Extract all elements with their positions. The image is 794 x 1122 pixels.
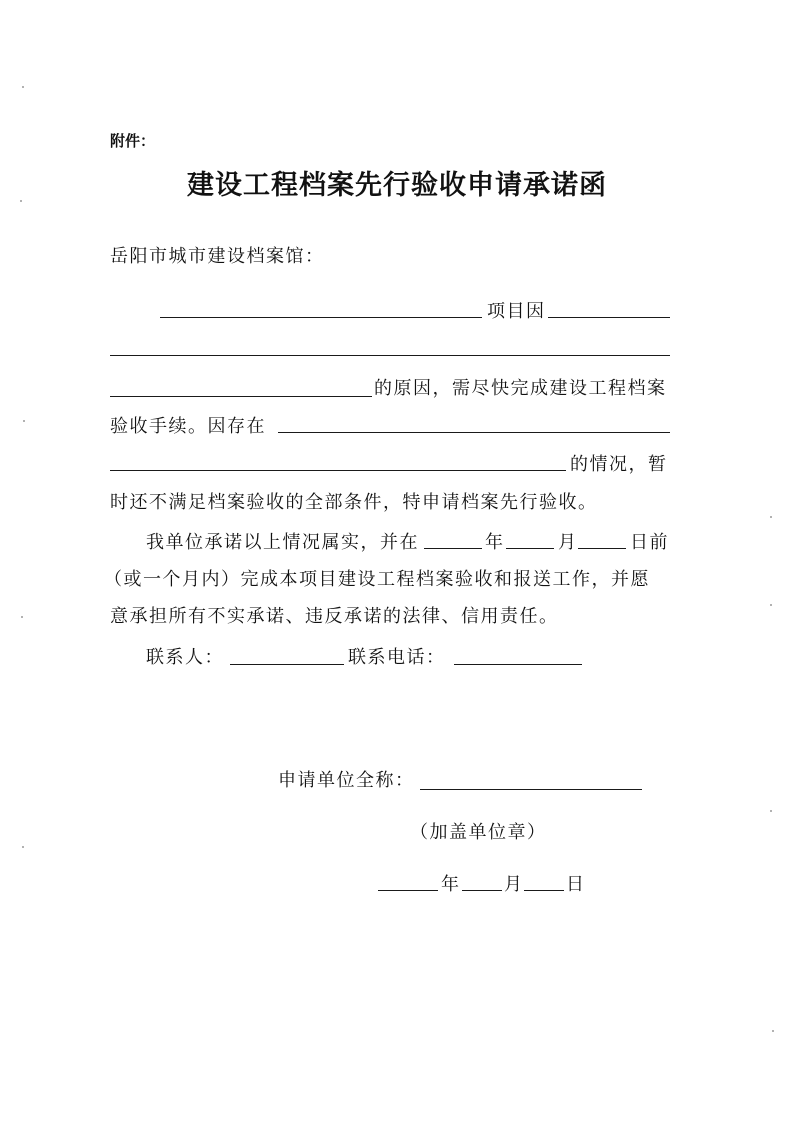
promise-year-blank[interactable]	[424, 548, 482, 549]
sign-day-blank[interactable]	[524, 890, 564, 891]
contact-label: 联系人：	[146, 647, 224, 668]
applicant-label: 申请单位全称：	[278, 770, 415, 791]
promise-day-label: 日前	[630, 532, 669, 553]
scan-speck	[770, 516, 772, 518]
scan-speck	[21, 616, 23, 618]
situation-blank-1[interactable]	[278, 432, 670, 433]
situation-text: 的情况，暂	[570, 454, 668, 475]
promise-day-blank[interactable]	[578, 548, 626, 549]
attachment-label: 附件：	[110, 132, 156, 150]
scan-speck	[22, 846, 24, 848]
promise-line-2: （或一个月内）完成本项目建设工程档案验收和报送工作，并愿	[104, 569, 650, 590]
sign-year-label: 年	[441, 874, 461, 895]
promise-year-label: 年	[485, 532, 505, 553]
promise-line-3: 意承担所有不实承诺、违反承诺的法律、信用责任。	[110, 606, 559, 627]
contact-blank[interactable]	[230, 664, 344, 665]
applicant-name-blank[interactable]	[420, 789, 642, 790]
phone-label: 联系电话：	[348, 647, 446, 668]
scan-speck	[22, 86, 24, 88]
reason-blank-3[interactable]	[110, 396, 372, 397]
sign-day-label: 日	[566, 874, 586, 895]
project-name-blank[interactable]	[160, 317, 482, 318]
sign-year-blank[interactable]	[378, 890, 438, 891]
sign-month-label: 月	[504, 874, 524, 895]
scan-speck	[23, 420, 25, 422]
seal-note: （加盖单位章）	[410, 822, 547, 843]
phone-blank[interactable]	[454, 664, 582, 665]
promise-prefix: 我单位承诺以上情况属实，并在	[146, 532, 419, 553]
document-title: 建设工程档案先行验收申请承诺函	[187, 170, 607, 201]
addressee: 岳阳市城市建设档案馆：	[110, 246, 325, 267]
condition-text: 时还不满足档案验收的全部条件，特申请档案先行验收。	[110, 492, 598, 513]
reason-blank-1[interactable]	[548, 317, 670, 318]
promise-month-blank[interactable]	[506, 548, 554, 549]
scan-speck	[770, 810, 772, 812]
promise-month-label: 月	[558, 532, 578, 553]
situation-blank-2[interactable]	[110, 470, 566, 471]
scan-speck	[772, 1030, 774, 1032]
sign-month-blank[interactable]	[462, 890, 502, 891]
procedure-text: 验收手续。因存在	[110, 416, 266, 437]
reason-blank-2[interactable]	[110, 355, 670, 356]
project-because-text: 项目因	[487, 301, 546, 322]
scan-speck	[770, 604, 772, 606]
reason-text: 的原因，需尽快完成建设工程档案	[374, 378, 667, 399]
